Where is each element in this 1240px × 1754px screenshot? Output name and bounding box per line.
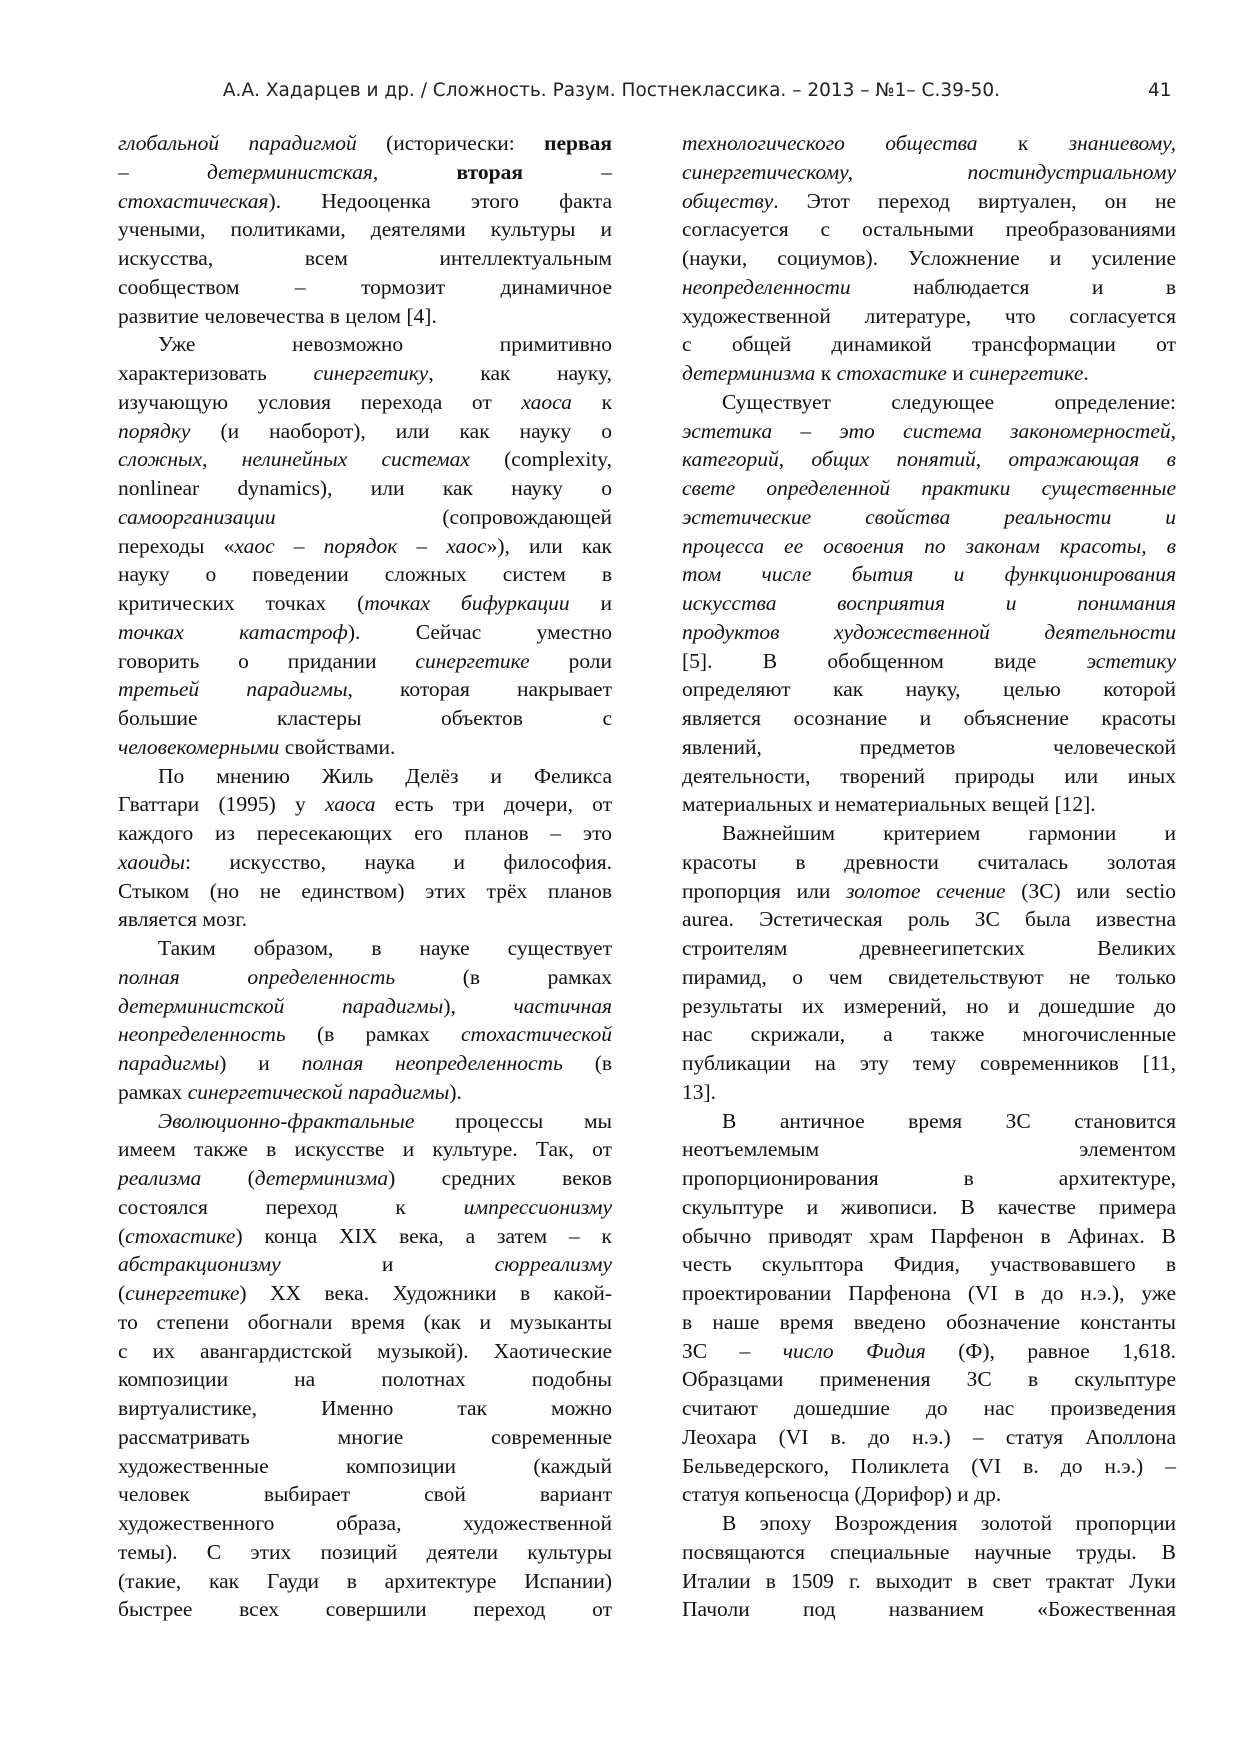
italic-text: синергетике [415,648,530,673]
text-line [118,158,612,187]
italic-text: реализма [118,1166,202,1190]
paragraph [118,934,612,1107]
text-line [118,129,612,158]
italic-text: человекомерными [118,734,280,759]
text-line [682,589,1176,618]
text-line [682,1452,1176,1481]
text-run: Уже невозможно примитивно [158,332,612,357]
text-run: неотъемлемым элементом [682,1137,1176,1162]
text-line [682,158,1176,187]
text-line [682,733,1176,762]
italic-text: третьей парадигмы [118,677,348,702]
text-run: (в [594,1051,612,1075]
text-line [118,302,612,331]
text-line [118,618,612,647]
italic-text: технологического общества [682,131,978,155]
text-run: к [820,361,832,385]
text-run: характеризовать [118,361,267,385]
text-line [118,1538,612,1567]
text-line [118,1107,612,1136]
italic-text: обществу [682,188,774,213]
text-line [682,647,1176,676]
text-line [118,762,612,791]
text-run: с общей динамикой трансформации от [682,332,1176,357]
text-run: красоты в древности считалась золотая [682,849,1176,874]
italic-text: детерминизма [254,1166,389,1190]
italic-text: сложных, нелинейных системах [118,447,470,472]
italic-text: Эволюционно-фрактальные [158,1108,415,1133]
text-run: : искусство, наука и философия. [184,849,612,874]
text-line [682,417,1176,446]
italic-text: импрессионизму [463,1194,612,1219]
text-line [118,1509,612,1538]
italic-text: золотое сечение [846,878,1006,903]
text-line [682,474,1176,503]
text-run: проектировании Парфенона (VI в до н.э.), уже [682,1281,1176,1305]
italic-text: частичная [513,993,612,1018]
text-run: искусства, всем интеллектуальным [118,246,612,270]
text-run: (такие, как Гауди в архитектуре Испании) [118,1568,612,1593]
italic-text: сюрреализму [494,1252,613,1277]
text-line [118,905,612,934]
text-line [118,790,612,819]
italic-text: детерминизма [682,361,816,385]
italic-text: эстетические свойства реальности и [682,504,1176,529]
italic-text: число Фидия [782,1338,926,1363]
italic-text: синергетике [125,1281,240,1305]
text-run: Таким образом, в науке существует [158,936,612,960]
text-line [682,790,1176,819]
text-run: художественной литературе, что согласуется [682,303,1176,328]
text-run: (в рамках [462,964,612,989]
text-run: Леохара (VI в. до н.э.) – статуя Аполлона [682,1424,1176,1449]
text-run: к [1017,131,1029,155]
paragraph [118,330,612,761]
text-run: Бельведерского, Поликлета (VI в. до н.э.) – [682,1453,1176,1478]
text-run: композиции на полотнах подобны [118,1367,612,1392]
text-run: (ЗС) или sectio [1021,878,1177,903]
text-run: посвящаются специальные научные труды. В [682,1539,1176,1564]
italic-text: точках бифуркации [364,591,570,615]
text-line [682,1308,1176,1337]
text-run: пропорция или [682,878,831,903]
text-line [682,905,1176,934]
text-run: . [1083,361,1089,385]
text-line [118,647,612,676]
left-column [118,129,612,1624]
text-run: (в рамках [316,1022,430,1047]
text-line [118,963,612,992]
text-line [682,848,1176,877]
text-run: Пачоли под названием «Божественная [682,1597,1176,1622]
text-line [118,445,612,474]
text-run: быстрее всех совершили переход от [118,1597,612,1622]
text-line [118,187,612,216]
text-line [118,1135,612,1164]
text-run: ( [118,1281,126,1305]
text-run: ), [443,993,456,1018]
italic-text: синергетической парадигмы [187,1079,450,1104]
right-column [682,129,1176,1624]
italic-text: точках катастроф [118,619,348,644]
text-line [118,1250,612,1279]
text-line [682,618,1176,647]
bold-text: вторая [456,159,523,184]
text-line [118,1394,612,1423]
text-line [118,1595,612,1624]
text-run: строителям древнеегипетских Великих [682,936,1176,960]
text-line [682,129,1176,158]
text-line [682,675,1176,704]
text-line [118,1164,612,1193]
text-line [118,877,612,906]
italic-text: процесса ее освоения по законам красоты, в [682,533,1176,558]
text-run: то степени обогнали время (как и музыканты [118,1309,612,1334]
text-line [118,417,612,446]
italic-text: абстракционизму [118,1252,281,1277]
text-run: темы). С этих позиций деятели культуры [118,1539,612,1564]
paragraph [682,388,1176,819]
text-run: Существует следующее определение: [722,389,1176,414]
italic-text: свете определенной практики существенные [682,476,1176,500]
text-line [682,1538,1176,1567]
italic-text: детерминистской парадигмы [118,993,444,1018]
text-line [682,1222,1176,1251]
text-line [682,1279,1176,1308]
text-run: художественные композиции (каждый [118,1453,612,1478]
italic-text: искусства восприятия и понимания [682,591,1176,615]
text-run: В античное время ЗС становится [722,1108,1176,1133]
text-run: художественного образа, художественной [118,1511,612,1535]
text-run: Образцами применения ЗС в скульптуре [682,1367,1176,1392]
italic-text: продуктов художественной деятельности [682,619,1176,644]
text-run: (Ф), равное 1,618. [958,1338,1176,1363]
text-run: ) и [219,1051,270,1075]
text-run: и [600,591,612,615]
text-line [118,704,612,733]
text-run: , как науку, [428,361,612,385]
italic-text: неопределенности [682,274,851,299]
text-line [118,1452,612,1481]
text-line [682,187,1176,216]
text-run: результаты их измерений, но и дошедшие до [682,993,1176,1018]
text-run: и [381,1252,394,1277]
text-run: 13]. [682,1079,717,1104]
text-line [682,1078,1176,1107]
text-run: (науки, социумов). Усложнение и усиление [682,246,1176,270]
italic-text: парадигмы [118,1051,220,1075]
italic-text: том числе бытия и функционирования [682,562,1176,587]
paragraph [118,129,612,330]
paragraph [682,1107,1176,1510]
text-run: считают дошедшие до нас произведения [682,1396,1176,1420]
text-run: определяют как науку, целью которой [682,677,1176,702]
text-line [118,819,612,848]
text-run: публикации на эту тему современников [11, [682,1051,1176,1075]
text-line [118,733,612,762]
text-run: пропорционирования в архитектуре, [682,1166,1176,1190]
text-run: согласуется с остальными преобразованиями [682,217,1176,242]
italic-text: полная определенность [118,964,396,989]
text-line [682,215,1176,244]
text-line [118,388,612,417]
text-line [682,934,1176,963]
text-run: ЗС – [682,1338,751,1363]
text-line [682,1020,1176,1049]
text-line [118,560,612,589]
text-line [118,1423,612,1452]
text-line [682,330,1176,359]
text-run: имеем также в искусстве и культуре. Так, от [118,1137,612,1162]
text-run: пирамид, о чем свидетельствуют не только [682,964,1176,989]
text-run: говорить о придании [118,648,377,673]
text-run: ). [449,1079,462,1104]
text-run: (complexity, [504,447,613,472]
italic-text: стохастике [125,1223,236,1248]
text-run: – [118,159,129,184]
italic-text: хаоса [521,389,572,414]
text-line [682,1107,1176,1136]
text-line [118,532,612,561]
text-run: В эпоху Возрождения золотой пропорции [722,1511,1176,1535]
text-line [118,330,612,359]
text-run: ( [118,1223,126,1248]
text-line [118,934,612,963]
italic-text: неопределенность [118,1022,286,1047]
text-line [118,1020,612,1049]
text-line [682,1567,1176,1596]
text-run: наблюдается и в [913,274,1176,299]
text-line [118,1337,612,1366]
paragraph [118,1107,612,1625]
text-line [682,1250,1176,1279]
text-run: [5]. В обобщенном виде [682,648,1037,673]
text-line [682,762,1176,791]
text-line [682,1049,1176,1078]
text-run: – [601,159,612,184]
text-run: статуя копьеносца (Дорифор) и др. [682,1482,1002,1507]
text-line [682,1164,1176,1193]
text-run: есть три дочери, от [394,792,613,817]
text-line [118,244,612,273]
text-line [682,704,1176,733]
text-run: рамках [118,1079,183,1104]
text-line [118,273,612,302]
text-run: »), или как [486,533,612,558]
text-line [682,445,1176,474]
text-line [682,1394,1176,1423]
text-run: и [952,361,964,385]
paragraph [682,129,1176,388]
text-run: Италии в 1509 г. выходит в свет трактат Луки [682,1568,1176,1593]
italic-text: стохастической [461,1022,613,1047]
italic-text: хаос – порядок – хаос [234,533,487,558]
text-line [118,1567,612,1596]
text-run: нас скрижали, а также многочисленные [682,1022,1176,1047]
text-run: роли [568,648,613,673]
text-line [118,1078,612,1107]
text-run: процессы мы [455,1108,613,1133]
text-run: материальных и нематериальных вещей [12]. [682,792,1096,817]
italic-text: порядку [118,418,191,443]
italic-text: эстетика – это система закономерностей, [682,418,1176,443]
text-run: к [601,389,613,414]
text-line [682,532,1176,561]
text-run: (сопровождающей [442,504,612,529]
text-run: человек выбирает свой вариант [118,1482,612,1507]
italic-text: синергетике [969,361,1084,385]
text-line [682,503,1176,532]
text-run: критических точках ( [118,591,365,615]
text-line [682,560,1176,589]
text-line [682,992,1176,1021]
paragraph [682,819,1176,1107]
text-run: состоялся переход к [118,1194,406,1219]
text-run: свойствами. [284,734,396,759]
text-line [682,1423,1176,1452]
italic-text: категорий, общих понятий, отражающая в [682,447,1176,472]
text-line [118,359,612,388]
text-run: науку о поведении сложных систем в [118,562,612,587]
text-line [118,1308,612,1337]
page-number: 41 [1148,80,1172,101]
text-line [682,819,1176,848]
italic-text: знаниевому, [1068,131,1177,155]
text-line [682,1337,1176,1366]
text-run: Стыком (но не единством) этих трёх планов [118,878,612,903]
text-line [682,302,1176,331]
italic-text: эстетику [1086,648,1177,673]
text-line [118,848,612,877]
journal-citation: А.А. Хадарцев и др. / Сложность. Разум. Постнеклассика. – 2013 – №1– С.39-50. [222,80,1000,101]
text-line [682,1480,1176,1509]
text-line [682,1193,1176,1222]
text-run: . Этот переход виртуален, он не [773,188,1176,213]
text-line [118,1222,612,1251]
text-line [118,474,612,503]
text-line [118,1193,612,1222]
italic-text: синергетическому, постиндустриальному [682,159,1176,184]
text-run: каждого из пересекающих его планов – это [118,821,612,845]
text-run: ). Недооценка этого факта [268,188,612,213]
text-line [682,1365,1176,1394]
paragraph [118,762,612,935]
text-line [118,503,612,532]
text-run: обычно приводят храм Парфенон в Афинах. В [682,1223,1176,1248]
running-header [0,76,1240,106]
text-run: в наше время введено обозначение константы [682,1309,1176,1334]
text-run: является осознание и объяснение красоты [682,706,1176,730]
text-run: Гваттари (1995) у [118,792,306,817]
text-run: развитие человечества в целом [4]. [118,303,437,328]
italic-text: стохастическая [118,188,269,213]
text-line [682,877,1176,906]
text-line [118,589,612,618]
text-run: сообществом – тормозит динамичное [118,274,612,299]
text-run: По мнению Жиль Делёз и Феликса [158,763,612,788]
text-run: учеными, политиками, деятелями культуры и [118,217,612,242]
text-run: ( [247,1166,255,1190]
text-run: явлений, предметов человеческой [682,734,1176,759]
italic-text: детерминистская, [207,159,379,184]
text-line [682,1509,1176,1538]
text-line [118,992,612,1021]
text-run: ). Сейчас уместно [347,619,612,644]
text-run: переходы « [118,533,235,558]
text-run: с их авангардистской музыкой). Хаотические [118,1338,612,1363]
text-line [682,1135,1176,1164]
paragraph [682,1509,1176,1624]
italic-text: синергетику [313,361,429,385]
text-run: виртуалистике, Именно так можно [118,1396,612,1420]
text-line [118,675,612,704]
text-run: Важнейшим критерием гармонии и [722,821,1176,845]
bold-text: первая [544,131,612,155]
text-run: честь скульптора Фидия, участвовавшего в [682,1252,1176,1277]
text-run: изучающую условия перехода от [118,389,492,414]
text-run: является мозг. [118,907,247,932]
text-line [682,963,1176,992]
text-run: рассматривать многие современные [118,1424,612,1449]
text-run: ) средних веков [388,1166,612,1190]
text-line [682,273,1176,302]
text-line [682,1595,1176,1624]
text-line [682,359,1176,388]
italic-text: хаоиды [118,849,185,874]
text-line [682,244,1176,273]
text-run: (и наоборот), или как науку о [220,418,613,443]
text-run: ) конца XIX века, а затем – к [235,1223,612,1248]
text-run: aurea. Эстетическая роль ЗС была известна [682,907,1176,932]
text-run: (исторически: [386,131,515,155]
text-line [118,1279,612,1308]
italic-text: полная неопределенность [301,1051,563,1075]
italic-text: глобальной парадигмой [118,131,357,155]
text-run: большие кластеры объектов с [118,706,612,730]
text-run: скульптуре и живописи. В качестве примера [682,1194,1176,1219]
text-line [118,1480,612,1509]
text-run: , которая накрывает [347,677,612,702]
text-run: деятельности, творений природы или иных [682,763,1176,788]
text-line [118,215,612,244]
text-run: ) XX века. Художники в какой- [239,1281,612,1305]
italic-text: стохастике [836,361,947,385]
italic-text: самоорганизации [118,504,276,529]
text-line [118,1365,612,1394]
text-run: nonlinear dynamics), или как науку о [118,476,612,500]
text-line [118,1049,612,1078]
italic-text: хаоса [325,792,376,817]
text-line [682,388,1176,417]
